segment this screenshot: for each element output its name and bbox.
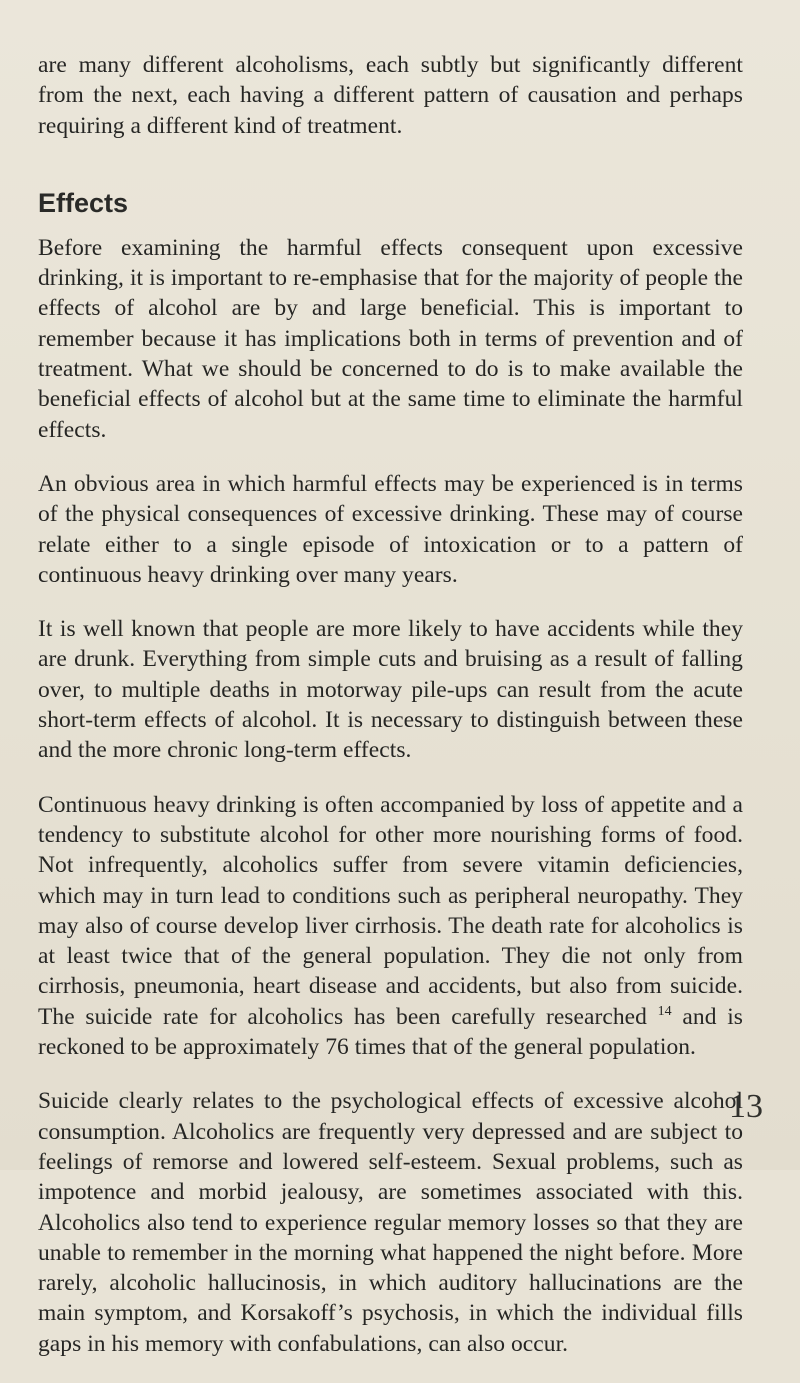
paragraph-text-before-reference: Continuous heavy drinking is often accompanied by loss of appetite and a tendency to substitute alcohol for other more nourishing forms of food. Not infrequently, alcoholics suffer from severe vitamin deficiencies, which may in turn lead to conditions such as peripheral neuropathy. They may also of course develop liver cirrhosis. The death rate for alcoholics is at least twice that of the general population. They die not only from cirrhosis, pneumonia, heart disease and accidents, but also from suicide. The suicide rate for alcoholics has been carefully researched [38,791,743,1030]
paragraph-text-after-reference: and is reckoned to be approximately 76 times that of the general population. [38,1003,743,1061]
page-number: 13 [729,1088,763,1125]
section-heading: Effects [38,187,129,218]
paragraph-continuous-drinking [38,790,743,1063]
intro-paragraph: are many different alcoholisms, each subtly but significantly different from the next, each having a different pattern of causation and perhaps requiring a different kind of treatment. [38,52,743,139]
paragraph-physical-consequences: An obvious area in which harmful effects may be experienced is in terms of the physical consequences of excessive drinking. These may of course relate either to a single episode of intoxication or to a pattern of continuous heavy drinking over many years. [38,470,743,588]
paragraph-accidents: It is well known that people are more likely to have accidents while they are drunk. Everything from simple cuts and bruising as a result of falling over, to multiple deaths in motorway pile-ups can result from the acute short-term effects of alcohol. It is necessary to distinguish between these and the more chronic long-term effects. [38,616,743,764]
paragraph-beneficial-effects: Before examining the harmful effects consequent upon excessive drinking, it is important to re-emphasise that for the majority of people the effects of alcohol are by and large beneficial. This is important to remember because it has implications both in terms of prevention and of treatment. What we should be concerned to do is to make available the beneficial effects of alcohol but at the same time to eliminate the harmful effects. [38,234,743,443]
page-body [38,50,743,1383]
reference-superscript: 14 [657,1003,672,1019]
paragraph-psychological-effects: Suicide clearly relates to the psychological effects of excessive alcohol consumption. Alcoholics are frequently very depressed and are subject to feelings of remorse and lowered self-esteem. Sexual problems, such as impotence and morbid jealousy, are sometimes associated with this. Alcoholics also tend to experience regular memory losses so that they are unable to remember in the morning what happened the night before. More rarely, alcoholic hallucinosis, in which auditory hallucinations are the main symptom, and Korsakoff’s psychosis, in which the individual fills gaps in his memory with confabulations, can also occur. [38,1088,743,1357]
